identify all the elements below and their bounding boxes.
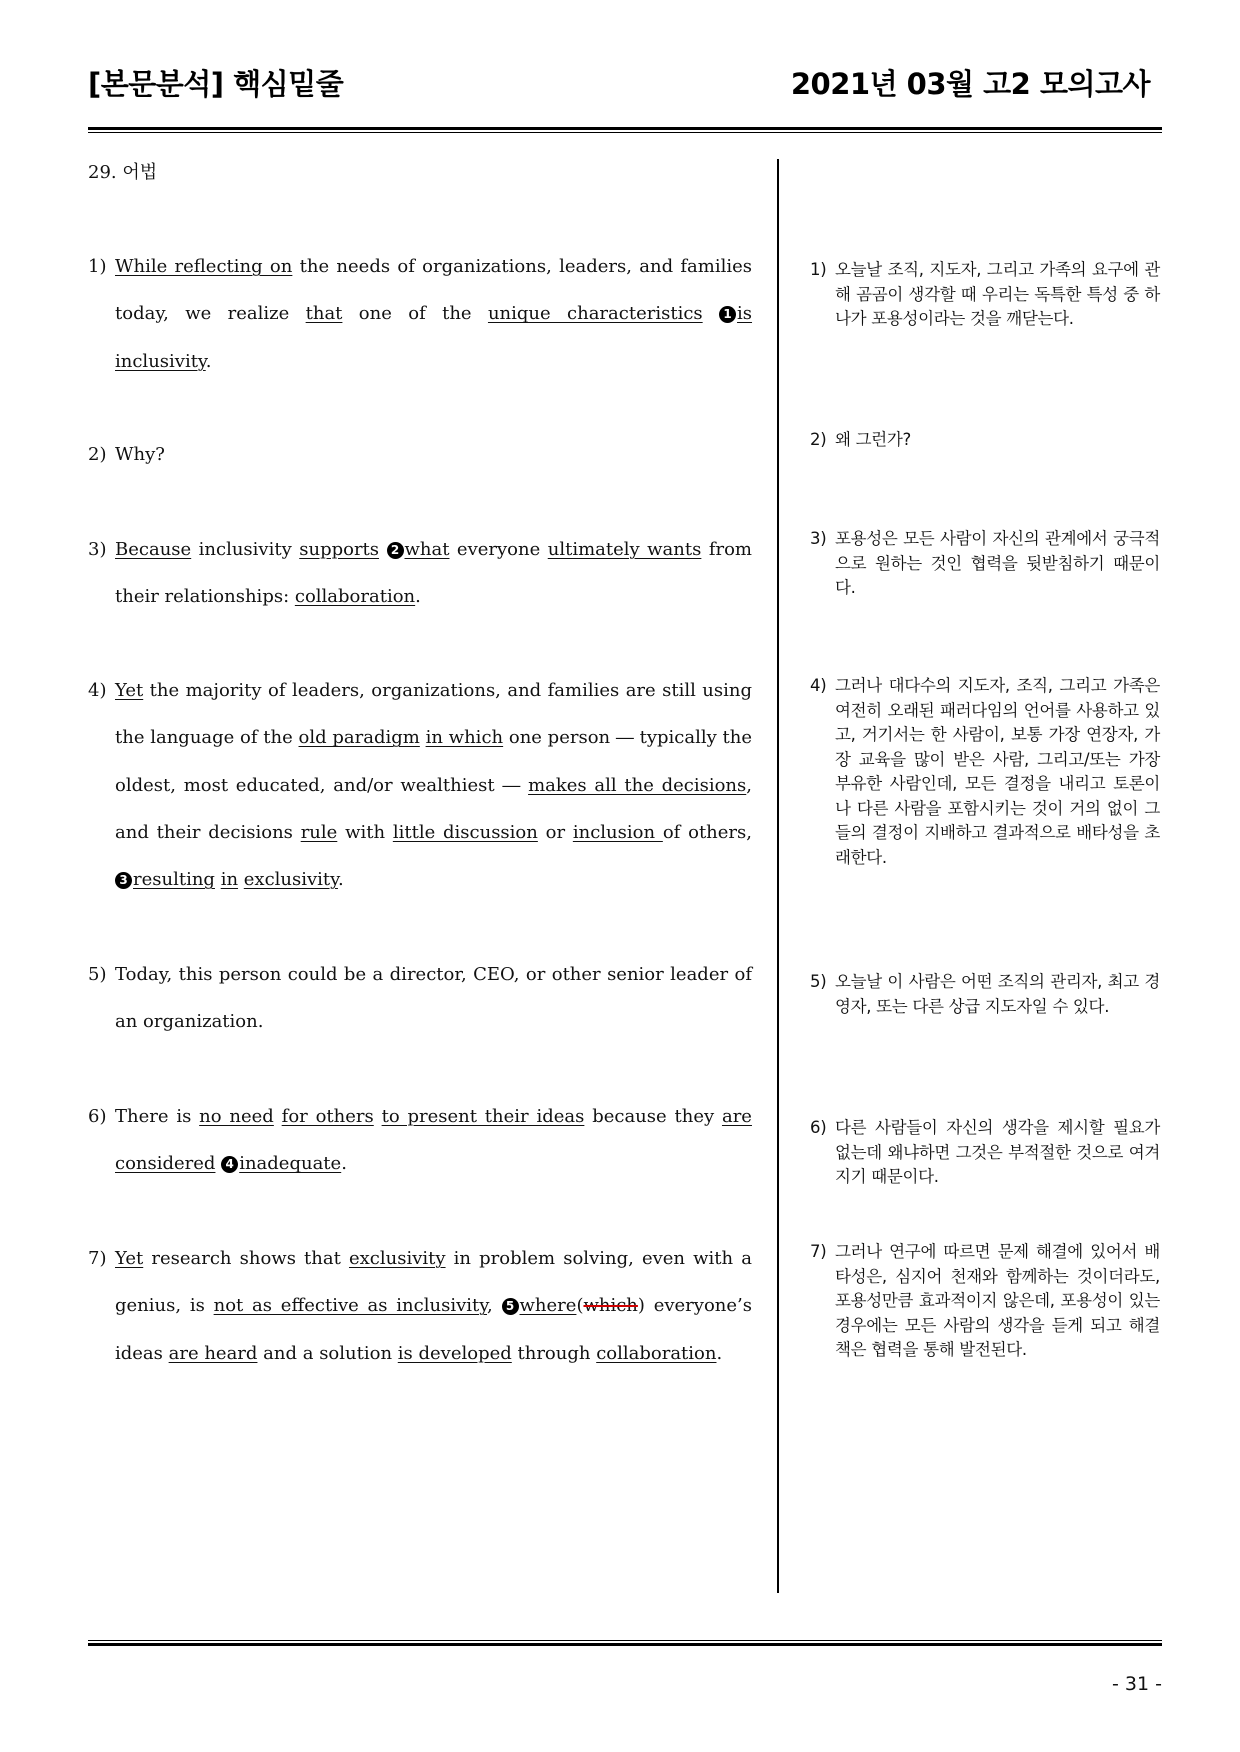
translation-number: 5) [810,972,827,991]
underlined-phrase: Yet [115,680,144,701]
underlined-phrase: that [305,303,343,325]
underlined-phrase: in [220,869,239,891]
underlined-phrase: Because [115,539,192,560]
paragraph-body: Why? [115,444,165,465]
column-divider [777,159,779,1593]
underlined-phrase: no need [199,1106,274,1127]
question-marker-icon: 2 [387,542,404,559]
rule-thick [88,127,1162,130]
underlined-phrase: resulting [133,869,215,891]
header-right-title: 2021년 03월 고2 모의고사 [790,67,1150,101]
rule-thin [88,1640,1162,1641]
translation-number: 4) [810,676,827,695]
underlined-phrase: collaboration [294,586,416,608]
translation-text: 그러나 대다수의 지도자, 조직, 그리고 가족은 여전히 오래된 패러다임의 언어를 사용하고 있고, 거기서는 한 사람이, 보통 가장 연장자, 가장 교육을 많이 받은 사람, 그리고/또는 가장 부유한 사람인데, 모든 결정을 내리고 토론이나 다른 사람을 포함시키는 것이 거의 없이 그들의 결정이 지배하고 결과적으로 배타성을 초래한다. [835,676,1160,867]
underlined-phrase: rule [300,821,338,843]
korean-translation [810,258,1160,332]
paragraph-body: While reflecting on the needs of organizations, leaders, and families today, we realize that one of the unique characteristics 1 is inclusivity. [115,256,753,372]
page-number: - 31 - [1112,1673,1162,1695]
translation-text: 그러나 연구에 따르면 문제 해결에 있어서 배타성은, 심지어 천재와 함께하는 것이더라도, 포용성만큼 효과적이지 않은데, 포용성이 있는 경우에는 모든 사람의 생각을 듣게 되고 해결책은 협력을 통해 발전된다. [835,1242,1160,1359]
struck-word: which [583,1295,638,1317]
paragraph-number: 4) [88,680,107,701]
underlined-phrase: old paradigm [298,727,420,749]
translation-number: 3) [810,529,827,548]
underlined-phrase: While reflecting on [115,256,293,277]
paragraph-number: 5) [88,964,107,985]
english-paragraph [88,667,752,903]
korean-translation [810,674,1160,870]
paragraph-number: 3) [88,539,107,560]
korean-translation [810,428,1160,453]
translation-number: 2) [810,430,827,449]
korean-translation [810,527,1160,601]
underlined-phrase: where [519,1295,577,1317]
paragraph-body: Yet the majority of leaders, organizations, and families are still using the language of the old paradigm in which one person ― typically the oldest, most educated, and/or wealthiest ― makes all the decisions, and their decisions rule with little discussion or inclusion of others, 3 resulting in exclusivity. [115,680,752,891]
question-marker-icon: 3 [115,872,132,889]
question-marker-icon: 1 [719,306,736,323]
underlined-phrase: inadequate [239,1153,342,1175]
underlined-phrase: makes all the decisions [528,774,747,796]
question-marker-icon: 5 [502,1298,519,1315]
header-double-rule [88,127,1162,133]
english-paragraph [88,1093,752,1188]
underlined-phrase: is [737,303,753,325]
translation-text: 포용성은 모든 사람이 자신의 관계에서 궁극적으로 원하는 것인 협력을 뒷받침하기 때문이다. [835,529,1160,597]
translation-text: 왜 그런가? [835,430,911,449]
rule-thick [88,1643,1162,1646]
korean-translation [810,1240,1160,1363]
english-paragraph [88,431,752,478]
footer-double-rule [88,1640,1162,1646]
underlined-phrase: are considered [115,1106,752,1175]
paragraph-body: There is no need for others to present their ideas because they are considered 4 inadequate. [115,1106,752,1175]
translation-number: 7) [810,1242,827,1261]
underlined-phrase: is developed [397,1342,512,1364]
question-marker-icon: 4 [221,1156,238,1173]
paragraph-number: 6) [88,1106,107,1127]
underlined-phrase: exclusivity [243,869,338,891]
paragraph-number: 1) [88,256,107,277]
paragraph-body: Today, this person could be a director, CEO, or other senior leader of an organization. [115,964,752,1033]
english-paragraph [88,243,752,385]
translation-number: 1) [810,260,827,279]
underlined-phrase: unique characteristics [487,303,703,325]
english-paragraph [88,951,752,1046]
underlined-phrase: collaboration [596,1342,717,1364]
paragraph-number: 7) [88,1248,107,1269]
english-paragraph [88,526,752,621]
paragraph-body: Because inclusivity supports 2 what everyone ultimately wants from their relationships: collaboration. [115,539,752,608]
underlined-phrase: for others [281,1106,374,1127]
underlined-phrase: are heard [168,1342,258,1364]
underlined-phrase: ultimately wants [547,539,702,560]
question-number-label: 29. 어법 [88,162,158,183]
underlined-phrase: what [404,539,450,560]
paragraph-body: Yet research shows that exclusivity in problem solving, even with a genius, is not as effective as inclusivity, 5 where(which) everyone’s ideas are heard and a solution is developed through collaboration. [115,1248,752,1364]
translation-text: 다른 사람들이 자신의 생각을 제시할 필요가 없는데 왜냐하면 그것은 부적절한 것으로 여겨지기 때문이다. [835,1118,1160,1186]
header-left-title: [본문분석] 핵심밑줄 [88,67,344,101]
translation-number: 6) [810,1118,827,1137]
underlined-phrase: to present their ideas [381,1106,585,1127]
paragraph-number: 2) [88,444,107,465]
rule-thin [88,132,1162,133]
translation-text: 오늘날 이 사람은 어떤 조직의 관리자, 최고 경영자, 또는 다른 상급 지도자일 수 있다. [835,972,1160,1016]
underlined-phrase: in which [425,727,504,749]
korean-translation [810,970,1160,1019]
korean-translation [810,1116,1160,1190]
underlined-phrase: little discussion [392,821,538,843]
underlined-phrase: exclusivity [348,1248,446,1269]
underlined-phrase: not as effective as inclusivity [213,1295,488,1317]
underlined-phrase: Yet [115,1248,144,1269]
translation-text: 오늘날 조직, 지도자, 그리고 가족의 요구에 관해 곰곰이 생각할 때 우리는 독특한 특성 중 하나가 포용성이라는 것을 깨닫는다. [835,260,1160,328]
underlined-phrase: supports [299,539,380,560]
english-paragraph [88,1235,752,1377]
underlined-phrase: inclusivity [115,350,206,372]
underlined-phrase: inclusion [572,821,663,843]
